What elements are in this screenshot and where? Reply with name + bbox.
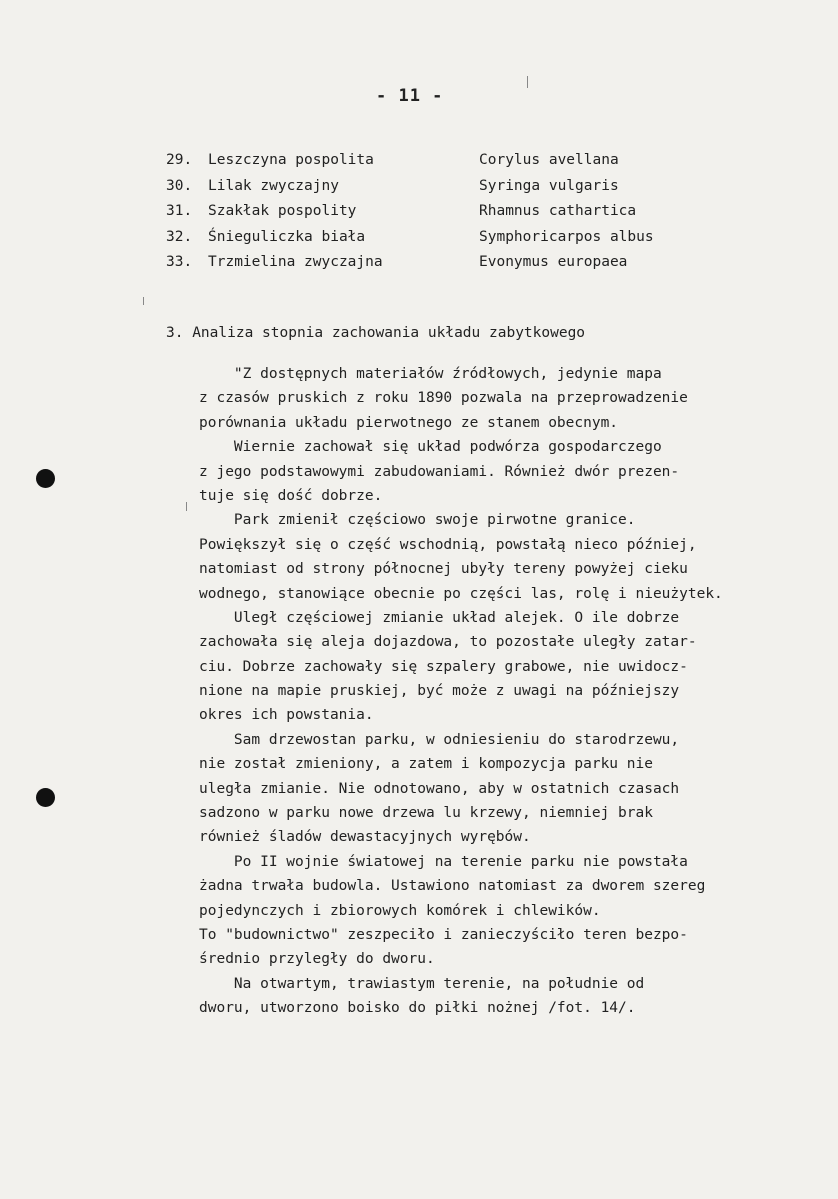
text-line: uległa zmianie. Nie odnotowano, aby w ostatnich czasach [199,780,680,797]
species-polish-name: Leszczyna pospolita [208,152,374,168]
species-polish-name: Lilak zwyczajny [208,177,339,194]
species-latin-name: Evonymus europaea [479,254,628,271]
species-number: 31. [166,203,193,220]
paper-mark [143,297,144,305]
species-list [166,152,726,280]
species-row [166,254,726,280]
text-line: "Z dostępnych materiałów źródłowych, jedynie mapa [199,366,662,382]
text-line: sadzono w parku nowe drzewa lu krzewy, niemniej brak [199,805,653,822]
text-line: To "budownictwo" zeszpeciło i zanieczyściło teren bezpo- [199,926,688,943]
text-line: nie został zmieniony, a zatem i kompozycja parku nie [199,756,653,773]
species-latin-name: Rhamnus cathartica [479,203,637,220]
body-text [199,366,838,1025]
text-line: ciu. Dobrze zachowały się szpalery grabowe, nie uwidocz- [199,658,688,675]
species-polish-name: Trzmielina zwyczajna [208,254,383,271]
species-latin-name: Symphoricarpos albus [479,228,654,245]
text-line: Powiększył się o część wschodnią, powstałą nieco później, [199,536,697,553]
species-polish-name: Śnieguliczka biała [208,228,366,245]
page-number: - 11 - [376,86,444,106]
species-row [166,178,726,204]
text-line: Na otwartym, trawiastym terenie, na południe od [199,975,645,992]
text-line: natomiast od strony północnej ubyły tereny powyżej cieku [199,561,688,578]
text-line: nione na mapie pruskiej, być może z uwagi na późniejszy [199,683,680,700]
text-line: Sam drzewostan parku, w odniesieniu do starodrzewu, [199,731,680,748]
text-line: okres ich powstania. [199,707,374,724]
species-number: 30. [166,177,193,194]
species-latin-name: Syringa vulgaris [479,177,619,194]
text-line: zachowała się aleja dojazdowa, to pozostałe uległy zatar- [199,634,697,651]
text-line: porównania układu pierwotnego ze stanem obecnym. [199,414,619,431]
species-number: 29. [166,152,193,168]
text-line: żadna trwała budowla. Ustawiono natomiast za dworem szereg [199,878,706,895]
species-row [166,152,726,178]
text-line: z jego podstawowymi zabudowaniami. Również dwór prezen- [199,463,680,480]
text-line: tuje się dość dobrze. [199,487,383,504]
paper-mark [186,502,187,511]
text-line: Po II wojnie światowej na terenie parku nie powstała [199,853,688,870]
section-heading: 3. Analiza stopnia zachowania układu zabytkowego [166,325,586,341]
text-line: dworu, utworzono boisko do piłki nożnej /fot. 14/. [199,1000,636,1017]
punch-hole [36,788,55,807]
text-line: z czasów pruskich z roku 1890 pozwala na przeprowadzenie [199,390,688,407]
species-row [166,229,726,255]
text-line: średnio przyległy do dworu. [199,951,435,968]
species-latin-name: Corylus avellana [479,152,619,168]
species-number: 32. [166,228,193,245]
text-line: również śladów dewastacyjnych wyrębów. [199,829,531,846]
species-number: 33. [166,254,193,271]
text-line: wodnego, stanowiące obecnie po części las, rolę i nieużytek. [199,585,723,602]
paper-mark [527,76,528,88]
punch-hole [36,469,55,488]
text-line: Park zmienił częściowo swoje pirwotne granice. [199,512,636,529]
text-line: Uległ częściowej zmianie układ alejek. O ile dobrze [199,609,680,626]
text-line: pojedynczych i zbiorowych komórek i chlewików. [199,902,601,919]
species-polish-name: Szakłak pospolity [208,203,357,220]
species-row [166,203,726,229]
text-line: Wiernie zachował się układ podwórza gospodarczego [199,439,662,456]
